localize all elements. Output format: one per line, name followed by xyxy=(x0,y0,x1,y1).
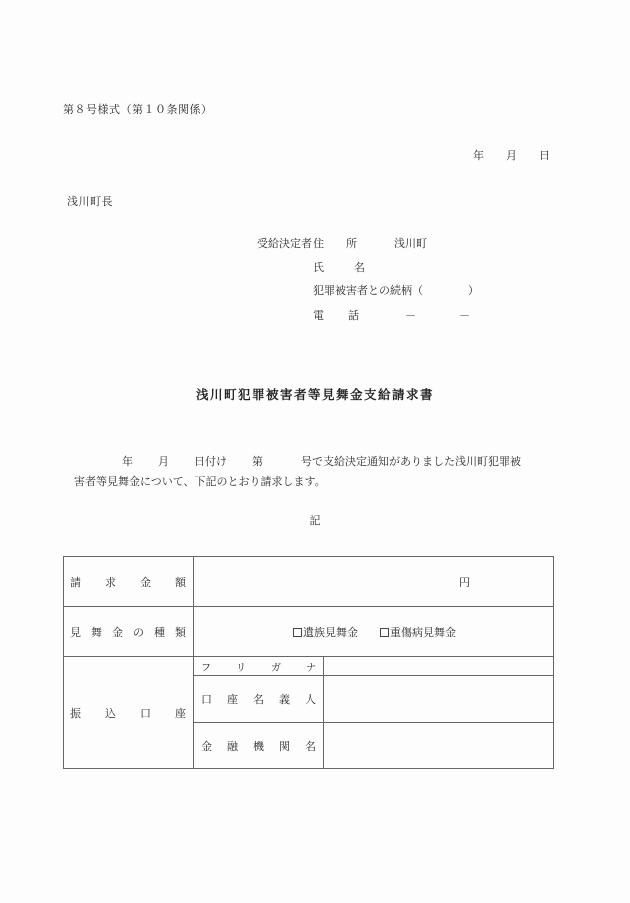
checkbox-icon[interactable] xyxy=(380,628,389,637)
recipient-role-label: 受給決定者 xyxy=(257,237,312,250)
address-label xyxy=(313,238,357,249)
paragraph-line-1 xyxy=(74,452,521,472)
body-month-label: 月 xyxy=(158,455,169,468)
furigana-input[interactable] xyxy=(324,657,554,676)
label-char: 請 xyxy=(70,575,81,589)
name-label xyxy=(313,262,365,273)
option-label: 重傷病見舞金 xyxy=(390,625,456,639)
label-char: 関 xyxy=(279,739,290,753)
label-char: 額 xyxy=(175,575,186,589)
label-char: 類 xyxy=(175,625,186,639)
label-char: 振 xyxy=(70,706,81,720)
label-char: 名 xyxy=(253,693,264,706)
table-row-furigana xyxy=(64,657,554,676)
label-char: ナ xyxy=(306,662,316,674)
label-char: 金 xyxy=(201,739,212,753)
ki-heading: 記 xyxy=(309,514,321,527)
date-day-label: 日 xyxy=(539,149,550,162)
body-line1-rest: 号で支給決定通知がありました浅川町犯罪被 xyxy=(301,455,521,468)
label-char: 名 xyxy=(305,739,316,753)
label-char: 求 xyxy=(105,575,116,589)
label-char: リ xyxy=(236,662,246,674)
kind-options xyxy=(194,607,554,657)
account-holder-label xyxy=(194,676,324,723)
phone-label-char: 電 xyxy=(313,309,324,322)
name-label-char: 名 xyxy=(354,261,365,274)
form-number: 第８号様式（第１０条関係） xyxy=(63,103,213,116)
label-char: 座 xyxy=(175,706,186,720)
kind-label xyxy=(64,607,194,657)
label-char: フ xyxy=(201,662,211,674)
address-label-char: 所 xyxy=(346,237,357,250)
label-char: 融 xyxy=(227,739,238,753)
label-char: 金 xyxy=(140,575,151,589)
body-dated-label: 日付け xyxy=(194,455,227,468)
phone-label xyxy=(313,310,359,321)
amount-label xyxy=(64,557,194,607)
addressee: 浅川町長 xyxy=(67,195,113,208)
option-serious-injury[interactable] xyxy=(380,624,456,640)
checkbox-icon[interactable] xyxy=(293,628,302,637)
account-holder-input[interactable] xyxy=(324,676,554,723)
bank-name-label xyxy=(194,723,324,769)
label-char: 見 xyxy=(70,625,81,639)
label-char: 義 xyxy=(279,693,290,706)
phone-label-char: 話 xyxy=(348,309,359,322)
label-char: 口 xyxy=(201,693,212,706)
paragraph-line-2: 害者等見舞金について、下記のとおり請求します。 xyxy=(74,475,326,488)
table-row-amount xyxy=(64,557,554,607)
amount-input[interactable] xyxy=(194,557,554,607)
label-char: 込 xyxy=(105,706,116,720)
bank-name-input[interactable] xyxy=(324,723,554,769)
phone-dash: － xyxy=(459,309,470,322)
table-row-kind xyxy=(64,607,554,657)
relationship-close-paren: ） xyxy=(468,284,479,297)
body-number-prefix: 第 xyxy=(252,455,263,468)
date-line xyxy=(473,147,550,163)
label-char: 口 xyxy=(140,706,151,720)
phone-dash: － xyxy=(405,309,416,322)
option-bereaved-family[interactable] xyxy=(293,624,358,640)
label-char: 人 xyxy=(305,693,316,706)
option-label: 遺族見舞金 xyxy=(303,625,358,639)
transfer-account-label xyxy=(64,657,194,769)
document-title: 浅川町犯罪被害者等見舞金支給請求書 xyxy=(195,387,434,402)
label-char: ガ xyxy=(271,662,281,674)
relationship-label: 犯罪被害者との続柄（ xyxy=(313,284,423,297)
furigana-label xyxy=(194,657,324,676)
date-month-label: 月 xyxy=(506,149,517,162)
date-year-label: 年 xyxy=(473,149,484,162)
request-paragraph xyxy=(74,452,521,492)
address-label-char: 住 xyxy=(313,237,324,250)
label-char: 機 xyxy=(253,739,264,753)
label-char: の xyxy=(133,625,144,639)
claim-table xyxy=(63,556,554,769)
name-label-char: 氏 xyxy=(313,261,324,274)
label-char: 座 xyxy=(227,693,238,706)
address-value[interactable]: 浅川町 xyxy=(394,237,427,250)
label-char: 舞 xyxy=(91,625,102,639)
label-char: 種 xyxy=(154,625,165,639)
body-year-label: 年 xyxy=(122,455,133,468)
yen-unit: 円 xyxy=(459,575,470,589)
label-char: 金 xyxy=(112,625,123,639)
